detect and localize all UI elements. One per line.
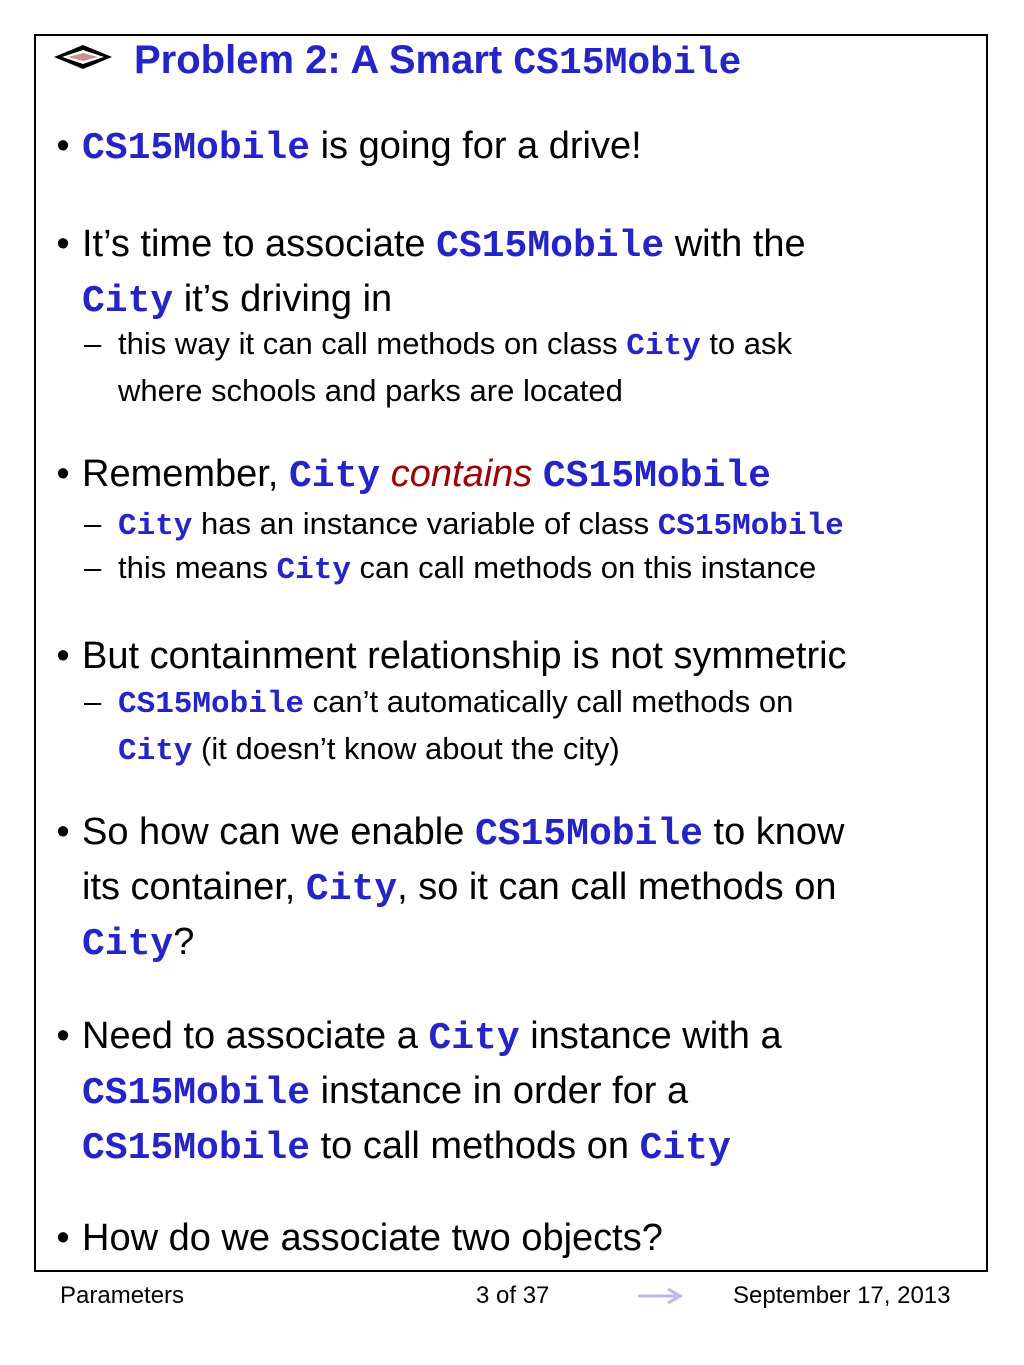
right-arrow-icon[interactable] bbox=[636, 1286, 684, 1306]
bullet-2: • It’s time to associate CS15Mobile with the City it’s driving in bbox=[56, 223, 806, 323]
bullet-3-sub-2: – this means City can call methods on this instance bbox=[84, 550, 817, 588]
bullet-5: • So how can we enable CS15Mobile to know its container, City, so it can call methods on City? bbox=[56, 811, 845, 966]
slide-title: Problem 2: A Smart CS15Mobile bbox=[134, 38, 742, 85]
diamond-logo-icon bbox=[52, 42, 114, 72]
footer-date: September 17, 2013 bbox=[733, 1282, 951, 1309]
bullet-3: • Remember, City contains CS15Mobile bbox=[56, 453, 771, 498]
bullet-1: • CS15Mobile is going for a drive! bbox=[56, 125, 642, 170]
bullet-4: • But containment relationship is not symmetric bbox=[56, 635, 847, 677]
footer-page-number: 3 of 37 bbox=[476, 1282, 550, 1309]
bullet-3-sub-1: – City has an instance variable of class CS15Mobile bbox=[84, 506, 844, 544]
bullet-7: • How do we associate two objects? bbox=[56, 1217, 663, 1259]
bullet-6: • Need to associate a City instance with a CS15Mobile instance in order for a CS15Mobile to call methods on City bbox=[56, 1015, 782, 1170]
footer-section-name: Parameters bbox=[60, 1282, 185, 1309]
bullet-2-sub-1: – this way it can call methods on class City to ask where schools and parks are located bbox=[84, 326, 793, 408]
bullet-4-sub-1: – CS15Mobile can’t automatically call methods on City (it doesn’t know about the city) bbox=[84, 684, 794, 769]
